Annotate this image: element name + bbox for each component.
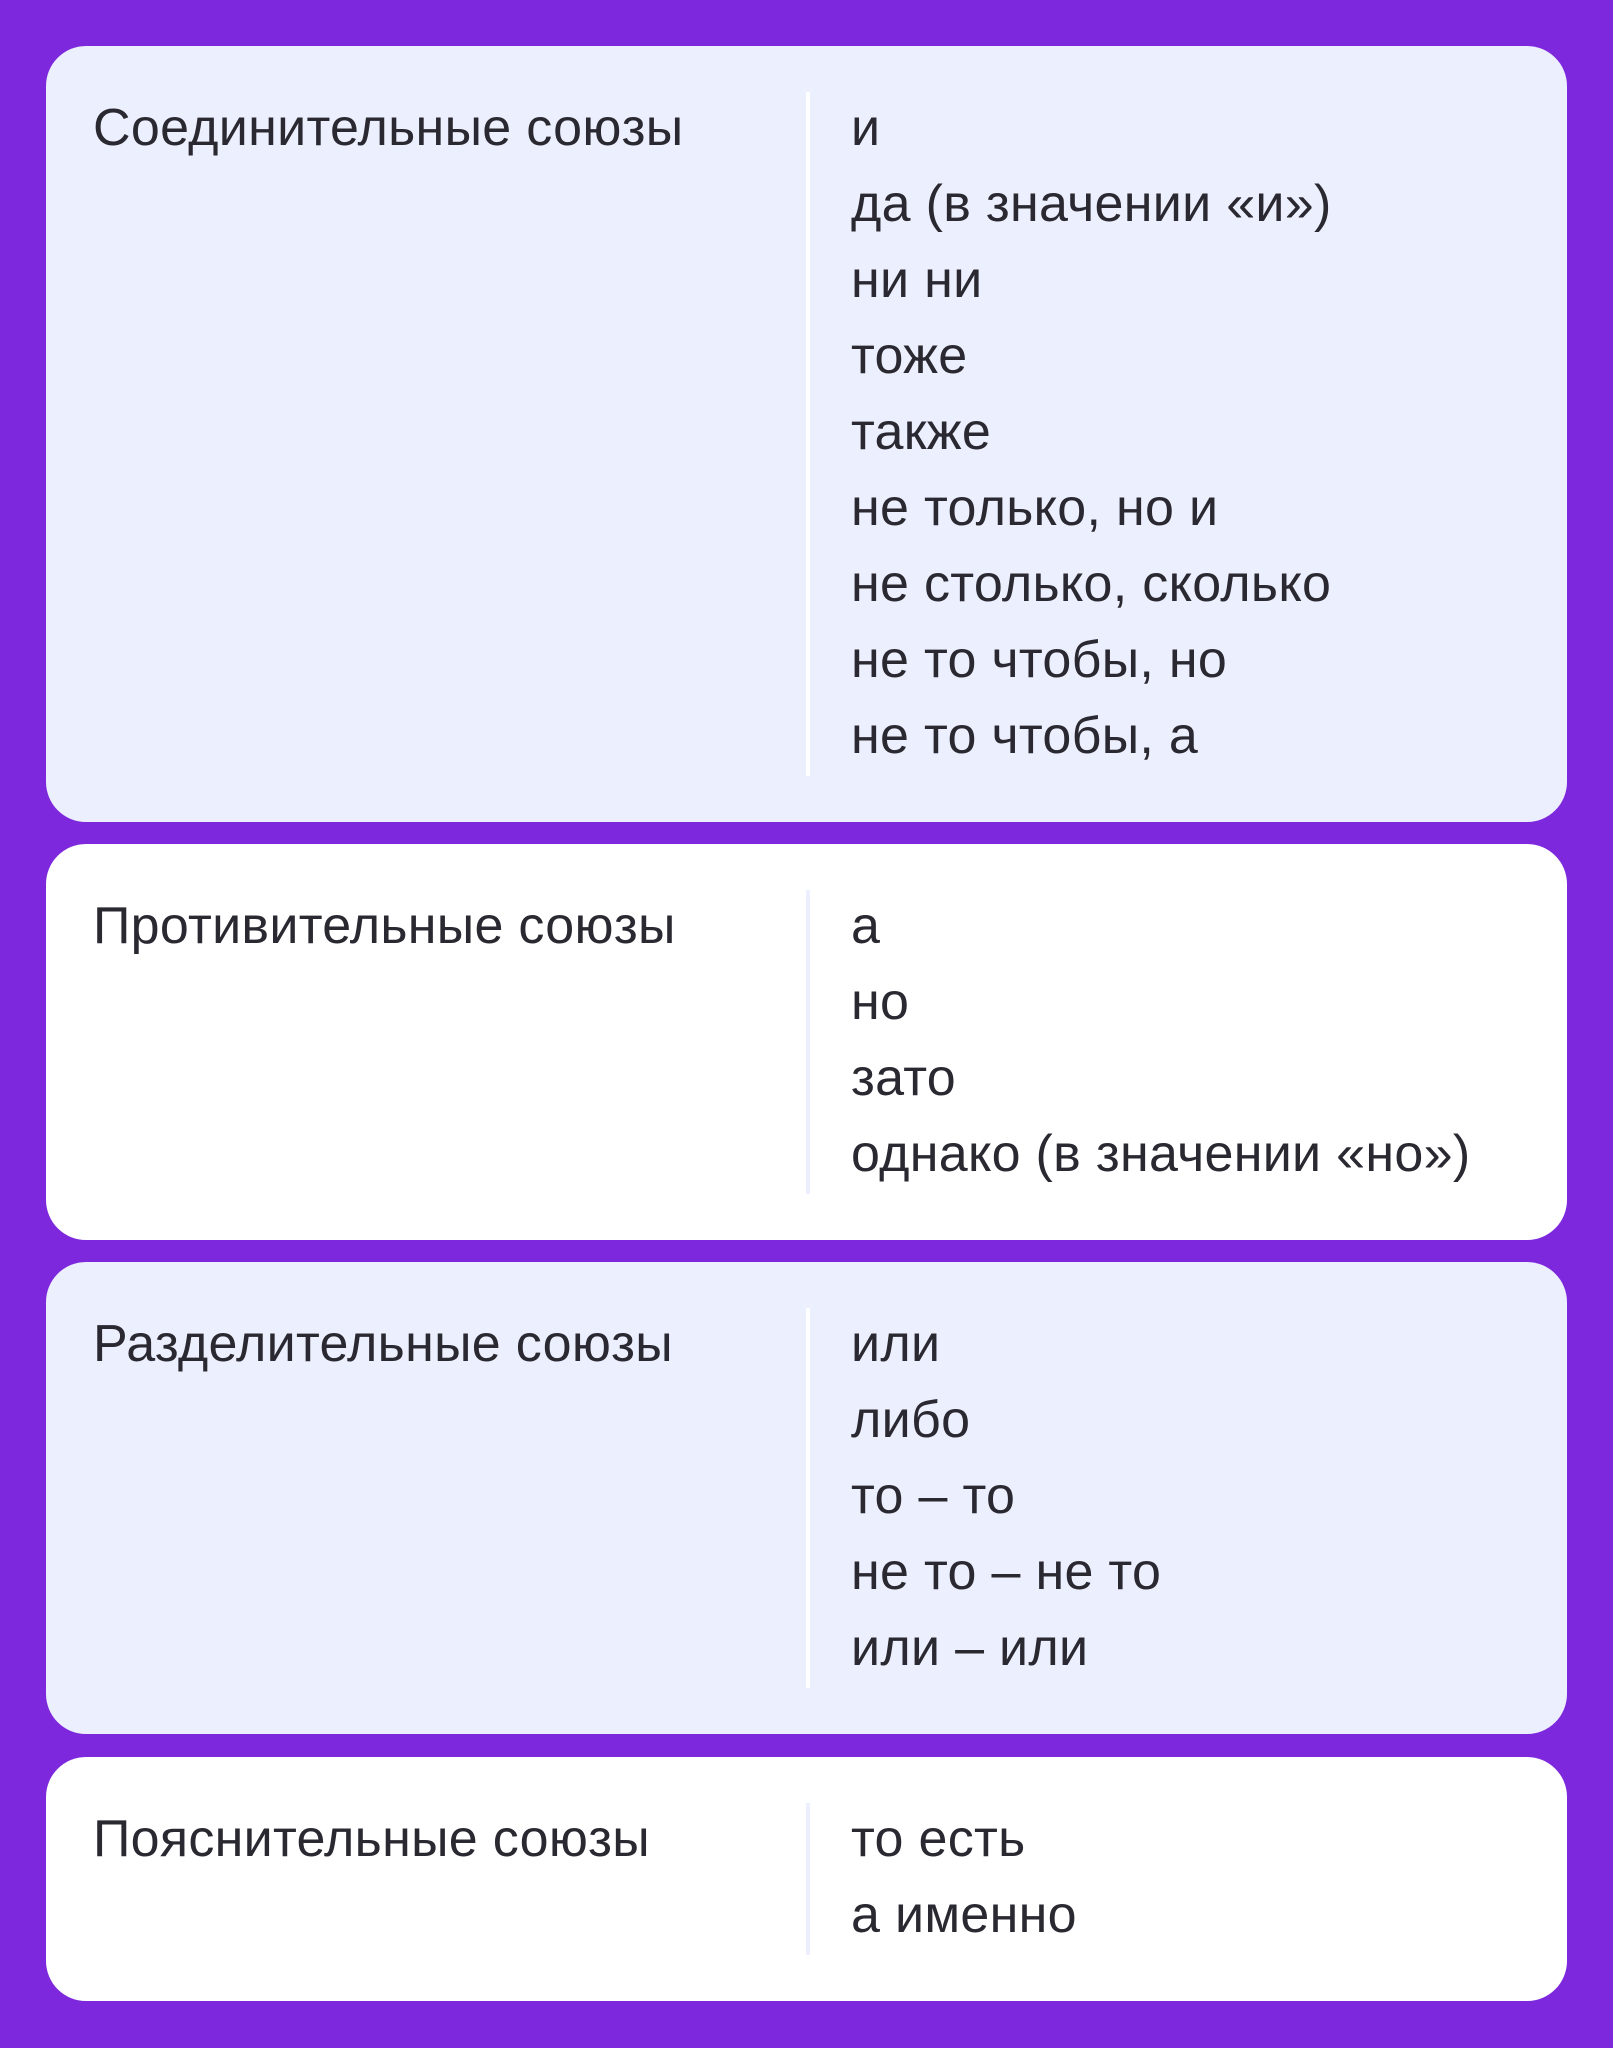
list-item: не то – не то: [851, 1543, 1162, 1601]
list-item: но: [851, 973, 910, 1031]
list-item: то есть: [851, 1810, 1026, 1868]
list-item: то – то: [851, 1467, 1016, 1525]
list-item: также: [851, 403, 992, 461]
list-item: тоже: [851, 327, 968, 385]
column-divider: [806, 1803, 810, 1955]
column-divider: [806, 890, 810, 1194]
list-item: не то чтобы, а: [851, 707, 1199, 765]
card-title: Пояснительные союзы: [93, 1810, 650, 1868]
list-item: однако (в значении «но»): [851, 1125, 1471, 1183]
list-item: да (в значении «и»): [851, 175, 1332, 233]
list-item: ни ни: [851, 251, 983, 309]
list-item: а именно: [851, 1886, 1077, 1944]
card-title: Противительные союзы: [93, 897, 676, 955]
card-title: Соединительные союзы: [93, 99, 684, 157]
column-divider: [806, 92, 810, 776]
conjunction-list: [851, 1801, 1077, 1953]
list-item: или – или: [851, 1619, 1089, 1677]
list-item: не то чтобы, но: [851, 631, 1228, 689]
coordinating-conjunctions-card: [46, 46, 1567, 822]
list-item: зато: [851, 1049, 956, 1107]
conjunction-list: [851, 90, 1332, 774]
list-item: либо: [851, 1391, 971, 1449]
list-item: не только, но и: [851, 479, 1219, 537]
explanatory-conjunctions-card: [46, 1757, 1567, 2001]
list-item: а: [851, 897, 881, 955]
column-divider: [806, 1308, 810, 1688]
card-title: Разделительные союзы: [93, 1315, 673, 1373]
adversative-conjunctions-card: [46, 844, 1567, 1240]
list-item: или: [851, 1315, 941, 1373]
conjunction-list: [851, 1306, 1161, 1686]
list-item: не столько, сколько: [851, 555, 1332, 613]
conjunction-list: [851, 888, 1470, 1192]
disjunctive-conjunctions-card: [46, 1262, 1567, 1734]
list-item: и: [851, 99, 881, 157]
